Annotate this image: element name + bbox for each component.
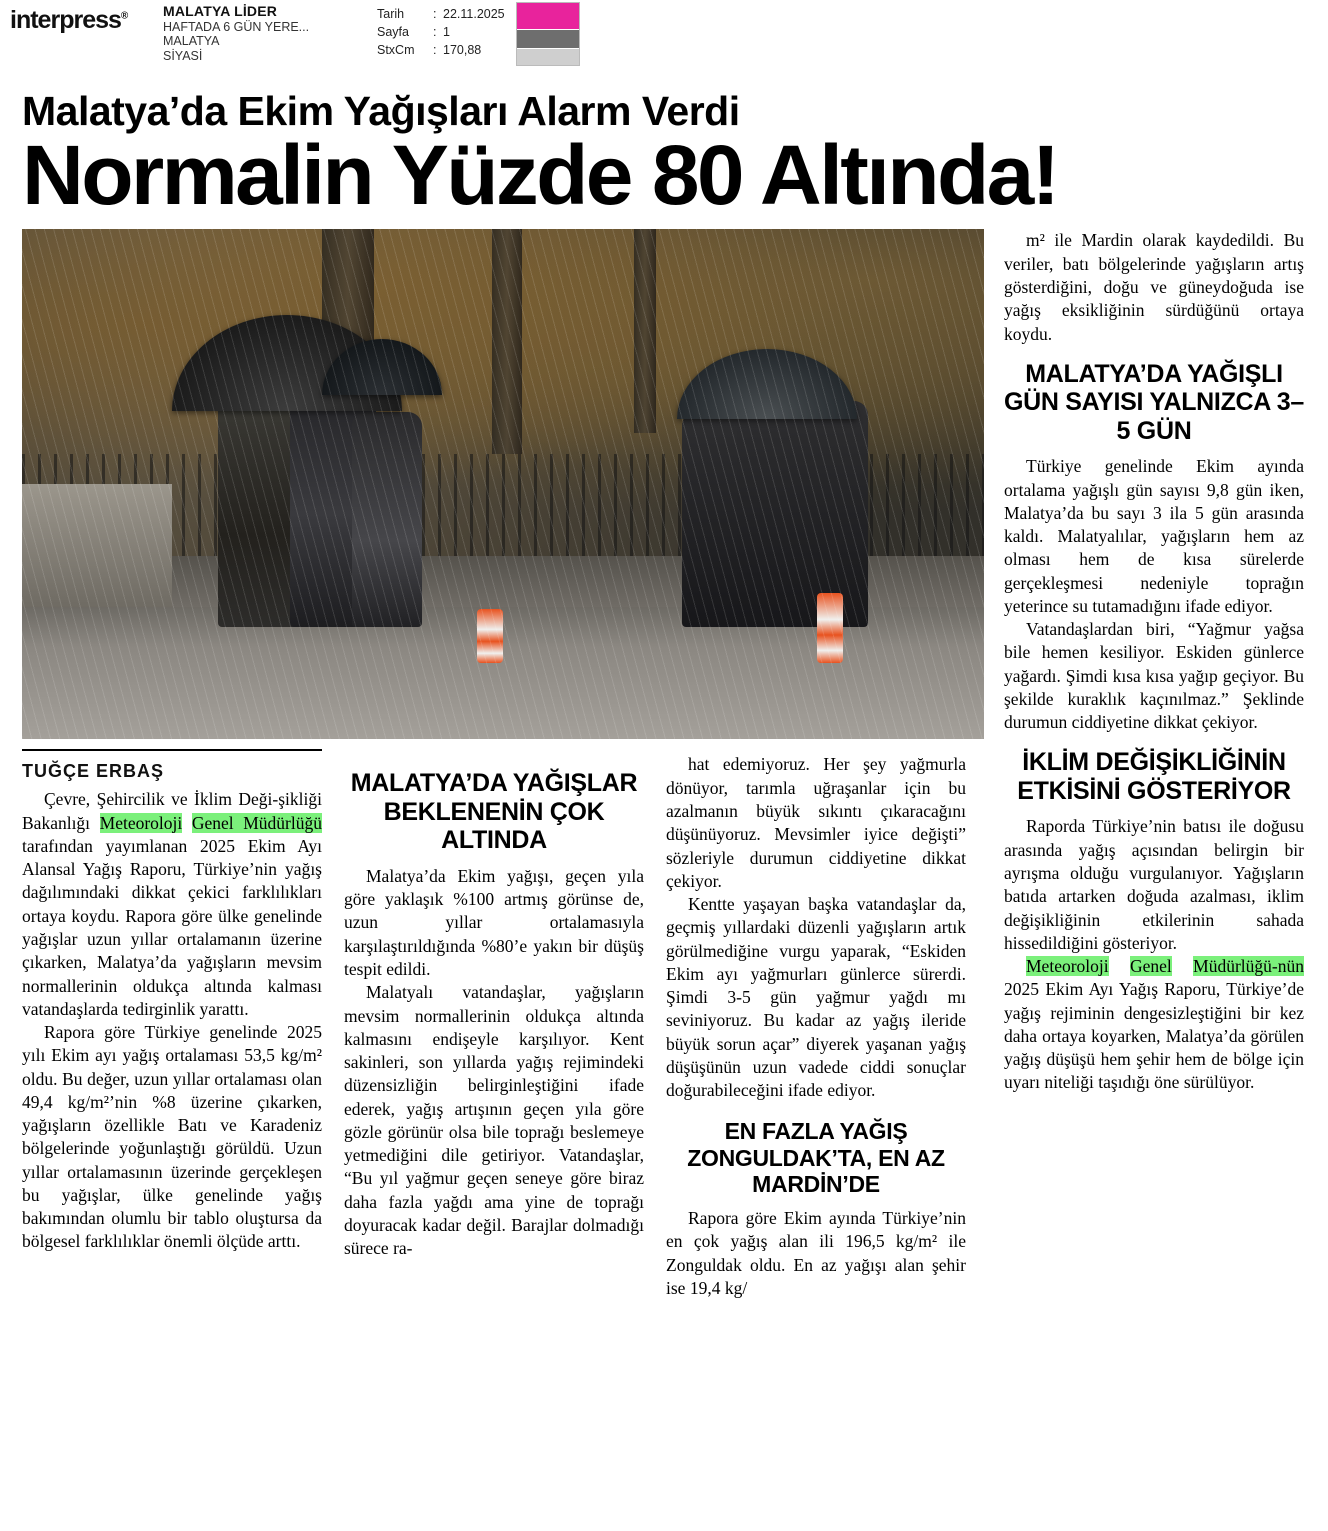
column4-paragraph-0: m² ile Mardin olarak kaydedildi. Bu veriler, batı bölgelerinde yağışların artış gösterdiğini, doğu ve güneydoğuda ise yağış eksikliğinin sürdüğünü ortaya koydu. [1004, 230, 1304, 344]
thumbnail-band-top [517, 3, 579, 29]
meta-row-page [377, 23, 505, 41]
column3-paragraph-2: Kentte yaşayan başka vatandaşlar da, geçmiş yıllardaki düzenli yağışların artık görülmediğine vurgu yaparak, “Eskiden Ekim ayı yağmurları günlerce sürerdi. Şimdi 3-5 gün yağmur yağdı mı seviniyoruz. Bu kadar az yağış ileride büyük sorun açar” diyerek yaşanan yağış düşüşünün uzun vadede ciddi sonuçlar doğurabileceğini ifade ediyor. [666, 894, 966, 1101]
meta-key-date: Tarih [377, 7, 405, 21]
column-3 [666, 753, 966, 1300]
column-4 [1004, 229, 1304, 1094]
highlight-meteoroloji: Meteoroloji [99, 812, 183, 833]
source-city: MALATYA [163, 34, 220, 49]
c4p4-text-c: 2025 Ekim Ayı Yağış Raporu, Türkiye’de yağış rejiminin dengesizleştiğini bir kez daha ortaya koyarken, Malatya’da görülen yağış düşüşü hem şehir hem de bölge için uyarı niteliği taşıdığı öne sürülüyor. [1004, 979, 1304, 1093]
meta-value-page: 1 [443, 25, 450, 40]
author-byline: TUĞÇE ERBAŞ [22, 761, 165, 782]
meta-sep-stxcm: : [433, 43, 437, 58]
column4-paragraph-1: Türkiye genelinde Ekim ayında ortalama yağışlı gün sayısı 9,8 gün iken, Malatya’da bu sayı 3 ila 5 gün arasında kaldı. Malatyalılar, yağışların hem az olması hem de kısa sürelerde gerçekleşmesi nedeniyle toprağın yeterince su tutamadığını ifade ediyor. [1004, 456, 1304, 616]
main-headline: Normalin Yüzde 80 Altında! [22, 127, 1058, 222]
meta-key-stxcm: StxCm [377, 43, 415, 58]
meta-sep-page: : [433, 25, 437, 40]
meta-row-stxcm [377, 41, 505, 59]
highlight-genel: Genel [1130, 956, 1172, 977]
photo-rain-overlay [22, 229, 984, 739]
article-body [0, 215, 1328, 1300]
kicker-headline: Malatya’da Ekim Yağışları Alarm Verdi [22, 88, 740, 134]
source-frequency: HAFTADA 6 GÜN YERE... [163, 19, 310, 34]
meta-sep-date: : [433, 7, 437, 21]
thumbnail-band-middle [517, 29, 579, 49]
subheading-yagisli-gun-sayisi: MALATYA’DA YAĞIŞLI GÜN SAYISI YALNIZCA 3–5 GÜN [1004, 359, 1304, 445]
text-columns [22, 753, 984, 1300]
meta-value-stxcm: 170,88 [443, 43, 482, 58]
clipping-metadata [377, 5, 505, 59]
source-name: MALATYA LİDER [163, 3, 278, 19]
highlight-mudurlugunun: Müdürlüğü-nün [1193, 956, 1304, 977]
headline-block [0, 73, 1328, 222]
highlight-meteoroloji-2: Meteoroloji [1026, 956, 1109, 977]
column2-paragraph-2: Malatyalı vatandaşlar, yağışların mevsim normallerinin oldukça altında kalmasını endişeyle karşılıyor. Kent sakinleri, son yıllarda yağış rejimindeki düzensizliğin belirginleştiğini ifade ederek, yağış artışının geçen yıla göre gözle görünür olsa bile toprağı beslemeye yetmediğini dile getiriyor. Vatandaşlar, “Bu yıl yağmur geçen seneye göre biraz daha fazla yağdı ama yine de toprağı doyuracak kadar değil. Barajlar dolmadığı sürece ra- [344, 982, 644, 1259]
c4p4-space-b [1172, 956, 1193, 976]
c1p1-space [182, 813, 192, 833]
column3-paragraph-3: Rapora göre Ekim ayında Türkiye’nin en çok yağış alan ili 196,5 kg/m² ile Zonguldak oldu. En az yağışı alan şehir ise 19,4 kg/ [666, 1208, 966, 1298]
meta-key-page: Sayfa [377, 25, 409, 40]
column-2 [344, 753, 644, 1300]
left-section [22, 229, 984, 1300]
meta-value-date: 22.11.2025 [443, 7, 505, 21]
interpress-logo [10, 6, 127, 35]
byline-divider [22, 749, 322, 751]
logo-inter-text: inter [10, 6, 60, 34]
page-thumbnail [516, 2, 580, 66]
column1-paragraph-2: Rapora göre Türkiye genelinde 2025 yılı Ekim ayı yağış ortalaması 53,5 kg/m² oldu. Bu değer, uzun yıllar ortalaması olan 49,4 kg/m²’nin %8 üzerine çıkarken, yağışların özellikle Batı ve Karadeniz bölgelerinde yoğunlaştığı görüldü. Uzun yıllar ortalamasının üzerinde gerçekleşen bu yağışlar, ülke genelinde yağış bakımından olumlu bir tablo oluştursa da bölgesel farklılıklar önemli ölçüde arttı. [22, 1022, 322, 1252]
logo-press-text: press [59, 6, 121, 34]
c1p1-text-a: Çevre, Şehircilik ve İklim Deği-şikliği Bakanlığı [22, 789, 322, 833]
column4-paragraph-2: Vatandaşlardan biri, “Yağmur yağsa bile hemen kesiliyor. Eskiden günlerce yağardı. Şimdi kısa kısa yağıp geçiyor. Bu şekilde kuraklık kaçınılmaz.” Şeklinde durumun ciddiyetine dikkat çekiyor. [1004, 619, 1304, 733]
c4p4-space-a [1109, 956, 1130, 976]
clipping-header [0, 0, 1328, 73]
source-category: SİYASİ [163, 49, 203, 64]
column4-paragraph-4 [1004, 955, 1304, 1095]
subheading-en-fazla-yagis: EN FAZLA YAĞIŞ ZONGULDAK’TA, EN AZ MARDİN’DE [687, 1118, 945, 1197]
thumbnail-band-bottom [517, 49, 579, 65]
column-1 [22, 753, 322, 1300]
column3-paragraph-1: hat edemiyoruz. Her şey yağmurla dönüyor, tarımla uğraşanlar için bu azalmanın büyük sıkıntı çıkaracağını düşünüyoruz. Mevsimler iyice değişti” sözleriyle durumun ciddiyetine dikkat çekiyor. [666, 754, 966, 891]
column4-paragraph-3: Raporda Türkiye’nin batısı ile doğusu arasında yağış açısından belirgin bir ayrışma olduğu vurgulanıyor. Yağışların batıda artarken doğuda azalması, iklim değişikliğinin etkilerinin sahada hissedildiğini gösteriyor. [1004, 816, 1304, 953]
highlight-genel-mudurlugu: Genel Müdürlüğü [191, 812, 322, 833]
subheading-iklim-degisikligi: İKLİM DEĞİŞİKLİĞİNİN ETKİSİNİ GÖSTERİYOR [1017, 748, 1291, 805]
source-block [163, 3, 309, 64]
registered-mark-icon: ® [120, 10, 128, 22]
article-photo [22, 229, 984, 739]
c1p1-text-c: tarafından yayımlanan 2025 Ekim Ayı Alansal Yağış Raporu, Türkiye’nin yağış dağılımındaki dikkat çekici farklılıkları ortaya koydu. Rapora göre ülke genelinde yağışlar uzun yıllar ortalamanın üzerine çıkarken, Malatya’da yağışların mevsim normallerinin oldukça altında kalması vatandaşlarda tedirginlik yarattı. [22, 835, 322, 1019]
column1-paragraph-1 [22, 788, 322, 1021]
meta-row-date [377, 5, 505, 23]
column2-paragraph-1: Malatya’da Ekim yağışı, geçen yıla göre yaklaşık %100 artmış görünse de, uzun yıllar ortalamasıyla karşılaştırıldığında %80’e yakın bir düşüş tespit edildi. [344, 865, 644, 979]
subheading-malatyada-yagislar: MALATYA’DA YAĞIŞLAR BEKLENENİN ÇOK ALTINDA [350, 769, 638, 855]
